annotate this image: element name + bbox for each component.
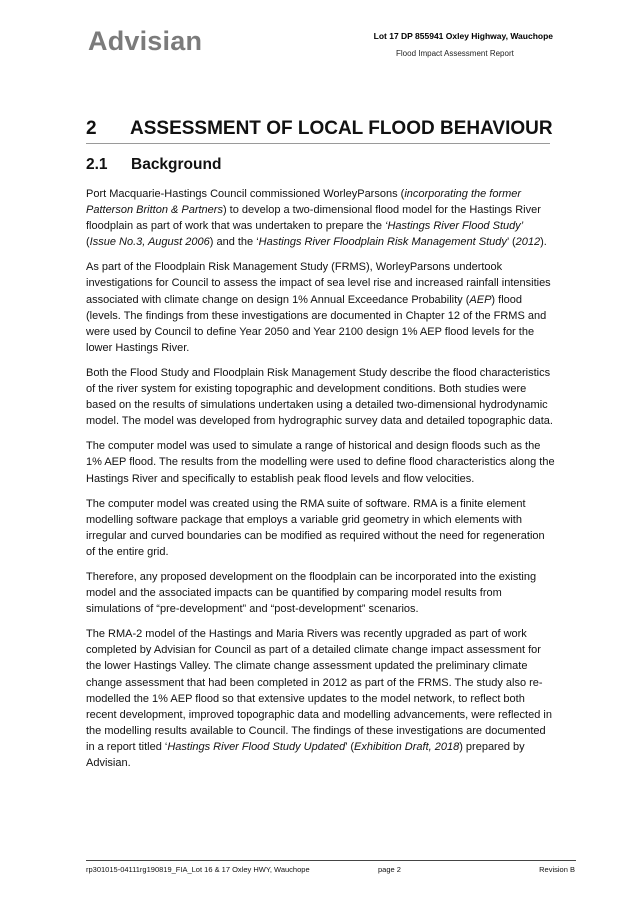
header-subtitle: Flood Impact Assessment Report	[396, 49, 514, 58]
body-text	[86, 186, 556, 780]
subsection-heading	[86, 156, 221, 174]
footer-divider	[86, 860, 576, 861]
paragraph-5: The computer model was created using the RMA suite of software. RMA is a finite element modelling software package that employs a variable grid geometry in which elements with irregular and curved boundaries can be modified as required without the need for regeneration of the entire grid.	[86, 497, 545, 558]
paragraph-3: Both the Flood Study and Floodplain Risk Management Study describe the flood characteristics of the river system for existing topographic and development conditions. Both studies were based on the results of simulations undertaken using a detailed two-dimensional hydrodynamic model. The model was developed from hydrographic survey data and detailed topographic data.	[86, 366, 553, 428]
paragraph-7: The RMA-2 model of the Hastings and Maria Rivers was recently upgraded as part of work completed by Advisian for Council as part of a detailed climate change impact assessment for the lower Hastings Valley. The climate change assessment updated the preliminary climate change assessment that had been completed in 2012 as part of the FRMS. The study also re-modelled the 1% AEP flood so that extensive updates to the model network, to reflect both recent development, improved topographic data and modelling advancements, were reflected in the modelling results available to Council. The findings of these investigations are documented in a report titled ‘Hastings River Flood Study Updated’ (Exhibition Draft, 2018) prepared by Advisian.	[86, 628, 552, 769]
footer-page-number: page 2	[378, 865, 401, 874]
paragraph-6: Therefore, any proposed development on the floodplain can be incorporated into the existing model and the associated impacts can be quantified by comparing model results from simulations of “pre-development” and “post-development” scenarios.	[86, 570, 537, 616]
section-heading	[86, 118, 553, 144]
paragraph-1: Port Macquarie-Hastings Council commissioned WorleyParsons (incorporating the former Patterson Britton & Partners) to develop a two-dimensional flood model for the Hastings River floodplain as part of work that was undertaken to prepare the ‘Hastings River Flood Study’ (Issue No.3, August 2006) and the ‘Hastings River Floodplain Risk Management Study’ (2012).	[86, 188, 547, 249]
footer-revision: Revision B	[539, 865, 575, 874]
advisian-logo: Advisian	[88, 26, 203, 56]
section-title: ASSESSMENT OF LOCAL FLOOD BEHAVIOUR	[130, 118, 553, 139]
subsection-title: Background	[131, 156, 222, 173]
paragraph-2: As part of the Floodplain Risk Management Study (FRMS), WorleyParsons undertook investigations for Council to assess the impact of sea level rise and increased rainfall intensities associated with climate change on design 1% Annual Exceedance Probability (AEP) flood (levels. The findings from these investigations are documented in Chapter 12 of the FRMS and were used by Council to define Year 2050 and Year 2100 design 1% AEP flood levels for the lower Hastings River.	[86, 261, 551, 354]
footer-document-id: rp301015-04111rg190819_FIA_Lot 16 & 17 Oxley HWY, Wauchope	[86, 865, 310, 874]
subsection-number: 2.1	[86, 156, 108, 173]
section-number: 2	[86, 118, 97, 139]
paragraph-4: The computer model was used to simulate a range of historical and design floods such as the 1% AEP flood. The results from the modelling were used to define flood characteristics along the Hastings River and specifically to establish peak flood levels and flow velocities.	[86, 440, 555, 485]
header-title: Lot 17 DP 855941 Oxley Highway, Wauchope	[373, 31, 553, 41]
